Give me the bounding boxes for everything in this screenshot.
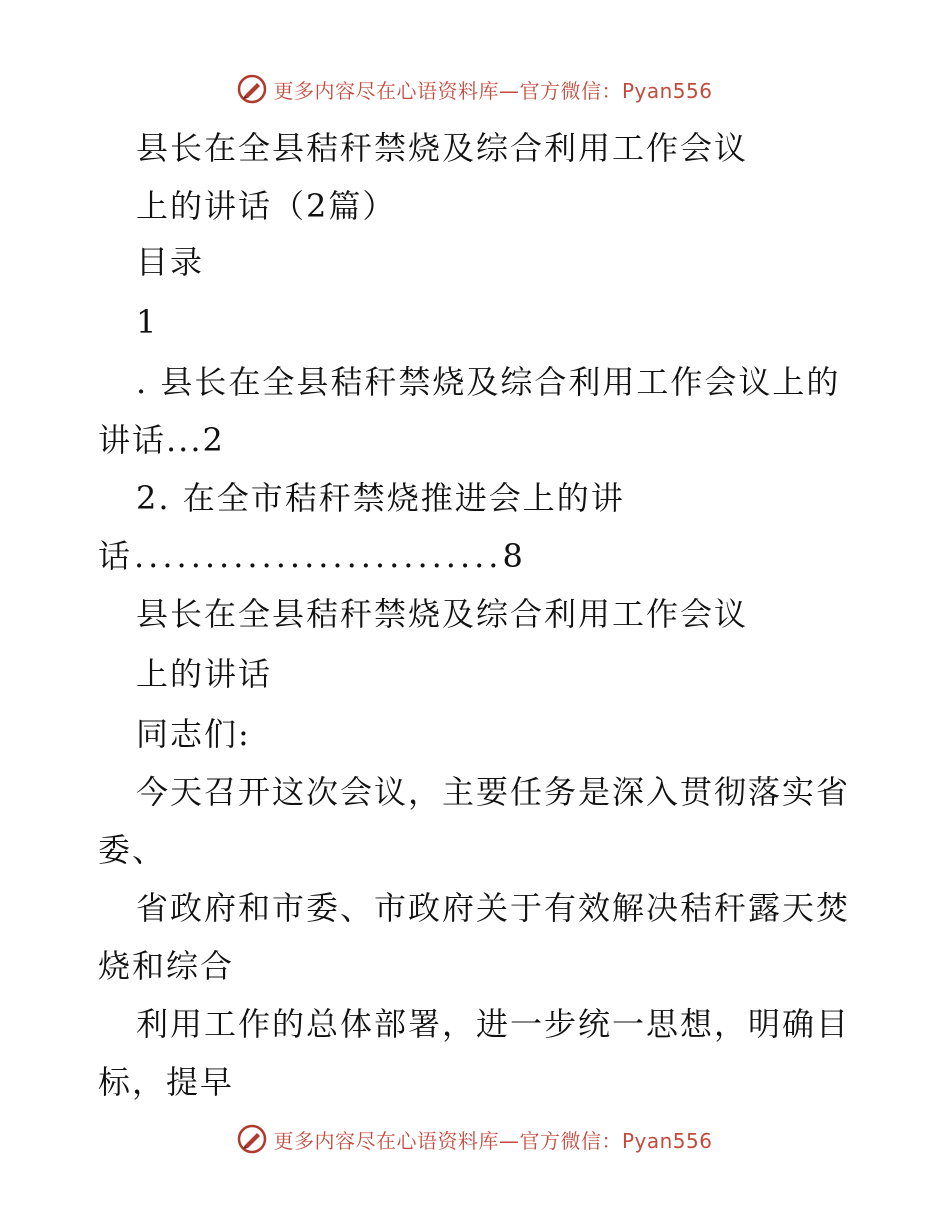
paragraph-line-6: 标，提早 xyxy=(98,1063,235,1101)
section-title-line-2: 上的讲话 xyxy=(136,655,273,693)
footer-watermark xyxy=(0,1124,950,1154)
paragraph-line-1: 今天召开这次会议，主要任务是深入贯彻落实省 xyxy=(136,773,851,811)
toc-number: 1 xyxy=(136,303,159,341)
toc-item-1-line-1: . 县长在全县秸秆禁烧及综合利用工作会议上的 xyxy=(136,363,841,401)
header-watermark xyxy=(0,74,950,104)
pen-logo-icon xyxy=(237,1124,267,1154)
toc-item-2-line-2: 话..........................8 xyxy=(98,537,527,575)
toc-item-1-line-2: 讲话...2 xyxy=(98,421,225,459)
section-title-line-1: 县长在全县秸秆禁烧及综合利用工作会议 xyxy=(136,595,749,633)
title-line-2: 上的讲话（2篇） xyxy=(136,187,397,225)
toc-heading: 目录 xyxy=(136,243,205,281)
salutation: 同志们: xyxy=(136,715,251,753)
toc-item-2-line-1: 2. 在全市秸秆禁烧推进会上的讲 xyxy=(136,479,625,517)
paragraph-line-5: 利用工作的总体部署，进一步统一思想，明确目 xyxy=(136,1005,851,1043)
pen-logo-icon xyxy=(237,74,267,104)
paragraph-line-4: 烧和综合 xyxy=(98,947,235,985)
watermark-text: 更多内容尽在心语资料库—官方微信：Pyan556 xyxy=(273,1128,713,1153)
watermark-text: 更多内容尽在心语资料库—官方微信：Pyan556 xyxy=(273,78,713,103)
title-line-1: 县长在全县秸秆禁烧及综合利用工作会议 xyxy=(136,129,749,167)
paragraph-line-3: 省政府和市委、市政府关于有效解决秸秆露天焚 xyxy=(136,889,851,927)
paragraph-line-2: 委、 xyxy=(98,831,167,869)
